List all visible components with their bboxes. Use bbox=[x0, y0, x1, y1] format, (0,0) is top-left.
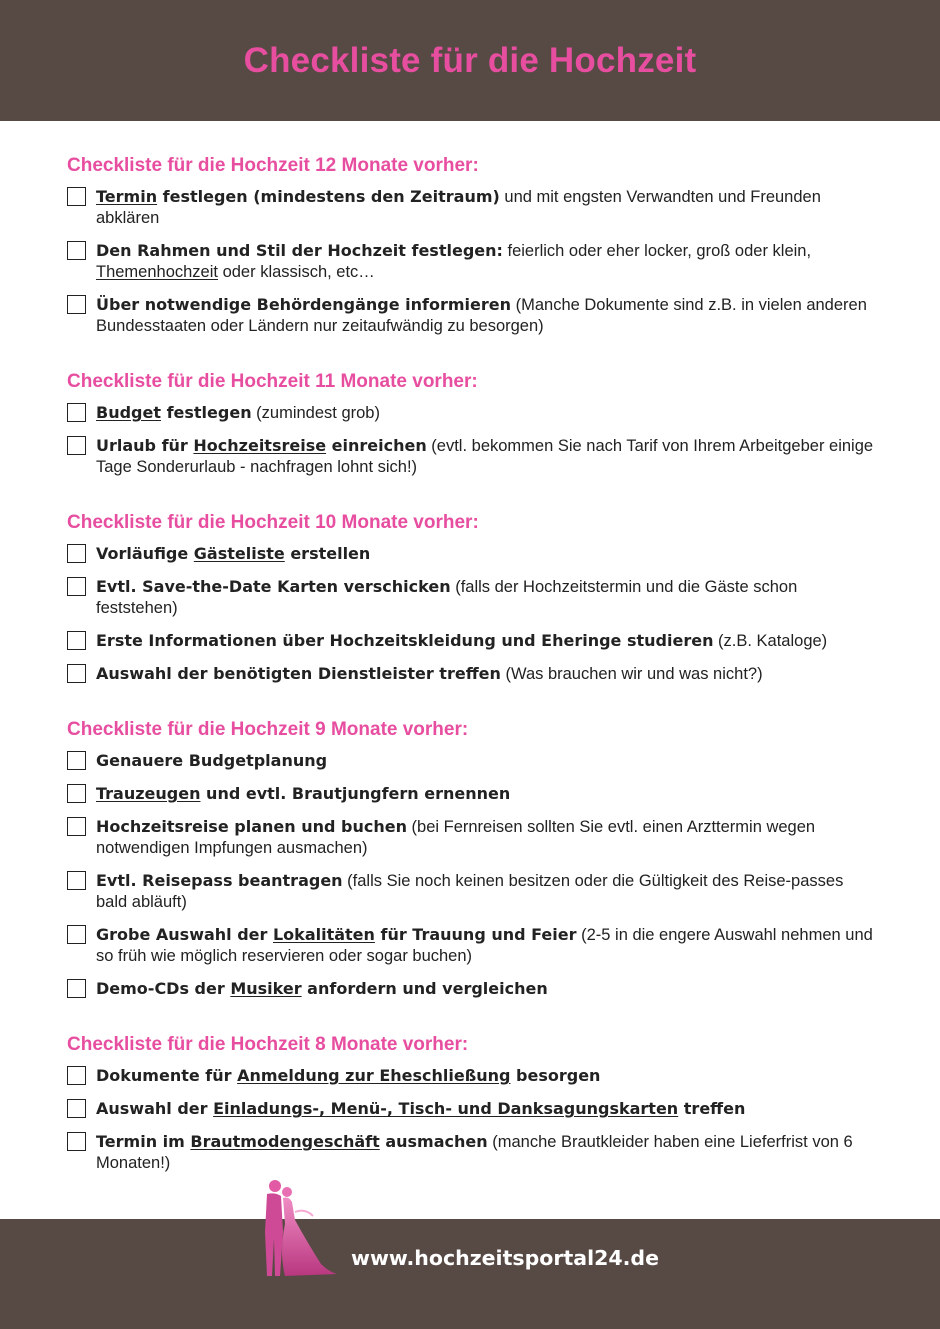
checklist-item bbox=[67, 186, 877, 229]
checkbox[interactable] bbox=[67, 577, 86, 596]
link-text[interactable]: Brautmodengeschäft bbox=[190, 1132, 380, 1151]
bold-text: und evtl. Brautjungfern ernennen bbox=[200, 784, 511, 803]
checkbox[interactable] bbox=[67, 979, 86, 998]
item-text bbox=[96, 402, 877, 424]
checklist-item bbox=[67, 924, 877, 967]
item-text bbox=[96, 750, 877, 772]
bold-text: Genauere Budgetplanung bbox=[96, 751, 328, 770]
checkbox[interactable] bbox=[67, 925, 86, 944]
checkbox[interactable] bbox=[67, 871, 86, 890]
item-text bbox=[96, 783, 877, 805]
bold-text: Termin im bbox=[96, 1132, 191, 1151]
checkbox[interactable] bbox=[67, 1066, 86, 1085]
website-url: www.hochzeitsportal24.de bbox=[351, 1246, 660, 1270]
link-text[interactable]: Anmeldung zur Eheschließung bbox=[237, 1066, 511, 1085]
checkbox[interactable] bbox=[67, 436, 86, 455]
item-text bbox=[96, 978, 877, 1000]
bold-text: einreichen bbox=[326, 436, 427, 455]
checkbox[interactable] bbox=[67, 817, 86, 836]
bold-text: festlegen (mindestens den Zeitraum) bbox=[157, 187, 500, 206]
checklist-item bbox=[67, 816, 877, 859]
item-text bbox=[96, 924, 877, 967]
bold-text bbox=[96, 187, 157, 206]
checklist-section bbox=[67, 512, 877, 685]
checkbox[interactable] bbox=[67, 631, 86, 650]
bold-text: Hochzeitsreise planen und buchen bbox=[96, 817, 407, 836]
bold-text bbox=[190, 1132, 379, 1151]
checkbox[interactable] bbox=[67, 751, 86, 770]
plain-text: (Manche Dokumente sind z.B. in vielen anderen Bundesstaaten oder Ländern nur zeitaufwändig zu besorgen) bbox=[96, 296, 867, 335]
checklist-item bbox=[67, 783, 877, 805]
bold-text bbox=[96, 403, 161, 422]
bold-text: für Trauung und Feier bbox=[374, 925, 577, 944]
plain-text: (manche Brautkleider haben eine Lieferfrist von 6 Monaten!) bbox=[96, 1133, 853, 1172]
plain-text: (falls Sie noch keinen besitzen oder die Gültigkeit des Reise-passes bald abläuft) bbox=[96, 872, 844, 911]
checkbox[interactable] bbox=[67, 1132, 86, 1151]
checklist-item bbox=[67, 870, 877, 913]
link-text[interactable]: Budget bbox=[96, 403, 161, 422]
plain-text: und mit engsten Verwandten und Freunden abklären bbox=[96, 188, 821, 227]
checklist-item bbox=[67, 543, 877, 565]
bold-text: anfordern und vergleichen bbox=[301, 979, 548, 998]
bold-text: Urlaub für bbox=[96, 436, 194, 455]
link-text[interactable]: Einladungs-, Menü-, Tisch- und Danksagungskarten bbox=[213, 1099, 679, 1118]
link-text[interactable]: Themenhochzeit bbox=[96, 263, 218, 281]
checkbox[interactable] bbox=[67, 544, 86, 563]
item-text bbox=[96, 186, 877, 229]
checklist-section bbox=[67, 371, 877, 478]
link-text[interactable]: Gästeliste bbox=[193, 544, 285, 563]
plain-text: oder klassisch, etc… bbox=[218, 263, 375, 281]
plain-text: (bei Fernreisen sollten Sie evtl. einen Arzttermin wegen notwendigen Impfungen ausmachen) bbox=[96, 818, 816, 857]
item-text bbox=[96, 1065, 877, 1087]
checklist-item bbox=[67, 978, 877, 1000]
checklist-item bbox=[67, 1065, 877, 1087]
plain-text: feierlich oder eher locker, groß oder klein, bbox=[502, 242, 812, 260]
checklist-item bbox=[67, 240, 877, 283]
bold-text: Evtl. Reisepass beantragen bbox=[96, 871, 343, 890]
plain-text: (falls der Hochzeitstermin und die Gäste schon feststehen) bbox=[96, 578, 798, 617]
plain-text: (z.B. Kataloge) bbox=[713, 632, 828, 650]
checkbox[interactable] bbox=[67, 1099, 86, 1118]
checklist-item bbox=[67, 1131, 877, 1174]
bold-text: Grobe Auswahl der bbox=[96, 925, 273, 944]
bold-text: Demo-CDs der bbox=[96, 979, 231, 998]
link-text[interactable]: Lokalitäten bbox=[272, 925, 375, 944]
bride-groom-icon bbox=[245, 1172, 345, 1282]
checklist-item bbox=[67, 435, 877, 478]
bold-text: Auswahl der bbox=[96, 1099, 214, 1118]
checklist-item bbox=[67, 750, 877, 772]
item-text bbox=[96, 870, 877, 913]
checklist-content bbox=[67, 155, 877, 1208]
bold-text bbox=[194, 544, 285, 563]
bold-text bbox=[96, 784, 200, 803]
link-text[interactable]: Trauzeugen bbox=[96, 784, 201, 803]
bold-text: Evtl. Save-the-Date Karten verschicken bbox=[96, 577, 451, 596]
checkbox[interactable] bbox=[67, 664, 86, 683]
checklist-section bbox=[67, 1034, 877, 1174]
plain-text: (2-5 in die engere Auswahl nehmen und so früh wie möglich reservieren oder sogar buchen) bbox=[96, 926, 873, 965]
section-heading: Checkliste für die Hochzeit 12 Monate vorher: bbox=[67, 155, 479, 176]
page-title: Checkliste für die Hochzeit bbox=[243, 40, 697, 80]
section-heading: Checkliste für die Hochzeit 10 Monate vorher: bbox=[67, 512, 479, 533]
section-heading: Checkliste für die Hochzeit 11 Monate vorher: bbox=[67, 371, 478, 392]
item-text bbox=[96, 435, 877, 478]
link-text[interactable]: Musiker bbox=[230, 979, 302, 998]
checklist-item bbox=[67, 402, 877, 424]
footer-band bbox=[0, 1219, 940, 1329]
checklist-item bbox=[67, 1098, 877, 1120]
bold-text: Vorläufige bbox=[96, 544, 194, 563]
bold-text bbox=[237, 1066, 510, 1085]
checklist-section bbox=[67, 719, 877, 1000]
bold-text: besorgen bbox=[510, 1066, 601, 1085]
bold-text: Den Rahmen und Stil der Hochzeit festlegen: bbox=[96, 241, 503, 260]
checkbox[interactable] bbox=[67, 241, 86, 260]
header-band bbox=[0, 0, 940, 121]
bold-text: erstellen bbox=[284, 544, 371, 563]
bold-text bbox=[230, 979, 301, 998]
bold-text bbox=[193, 436, 326, 455]
plain-text: (evtl. bekommen Sie nach Tarif von Ihrem Arbeitgeber einige Tage Sonderurlaub - nachfragen lohnt sich!) bbox=[96, 437, 874, 476]
checklist-item bbox=[67, 294, 877, 337]
item-text bbox=[96, 630, 877, 652]
checklist-section bbox=[67, 155, 877, 337]
plain-text: (zumindest grob) bbox=[251, 404, 380, 422]
bold-text: festlegen bbox=[161, 403, 252, 422]
checklist-item bbox=[67, 630, 877, 652]
link-text[interactable]: Termin bbox=[96, 187, 158, 206]
bold-text: ausmachen bbox=[379, 1132, 488, 1151]
checkbox[interactable] bbox=[67, 187, 86, 206]
item-text bbox=[96, 816, 877, 859]
checklist-item bbox=[67, 576, 877, 619]
checkbox[interactable] bbox=[67, 295, 86, 314]
item-text bbox=[96, 1098, 877, 1120]
bold-text bbox=[213, 1099, 678, 1118]
section-heading: Checkliste für die Hochzeit 8 Monate vorher: bbox=[67, 1034, 469, 1055]
plain-text: (Was brauchen wir und was nicht?) bbox=[500, 665, 763, 683]
link-text[interactable]: Hochzeitsreise bbox=[193, 436, 327, 455]
checkbox[interactable] bbox=[67, 403, 86, 422]
checklist-item bbox=[67, 663, 877, 685]
item-text bbox=[96, 576, 877, 619]
bold-text bbox=[273, 925, 375, 944]
item-text bbox=[96, 240, 877, 283]
bold-text: Erste Informationen über Hochzeitskleidung und Eheringe studieren bbox=[96, 631, 714, 650]
bold-text: Über notwendige Behördengänge informieren bbox=[96, 295, 512, 314]
bold-text: Dokumente für bbox=[96, 1066, 238, 1085]
item-text bbox=[96, 1131, 877, 1174]
item-text bbox=[96, 663, 877, 685]
bold-text: Auswahl der benötigten Dienstleister treffen bbox=[96, 664, 501, 683]
checkbox[interactable] bbox=[67, 784, 86, 803]
item-text bbox=[96, 294, 877, 337]
bold-text: treffen bbox=[678, 1099, 746, 1118]
item-text bbox=[96, 543, 877, 565]
section-heading: Checkliste für die Hochzeit 9 Monate vorher: bbox=[67, 719, 469, 740]
